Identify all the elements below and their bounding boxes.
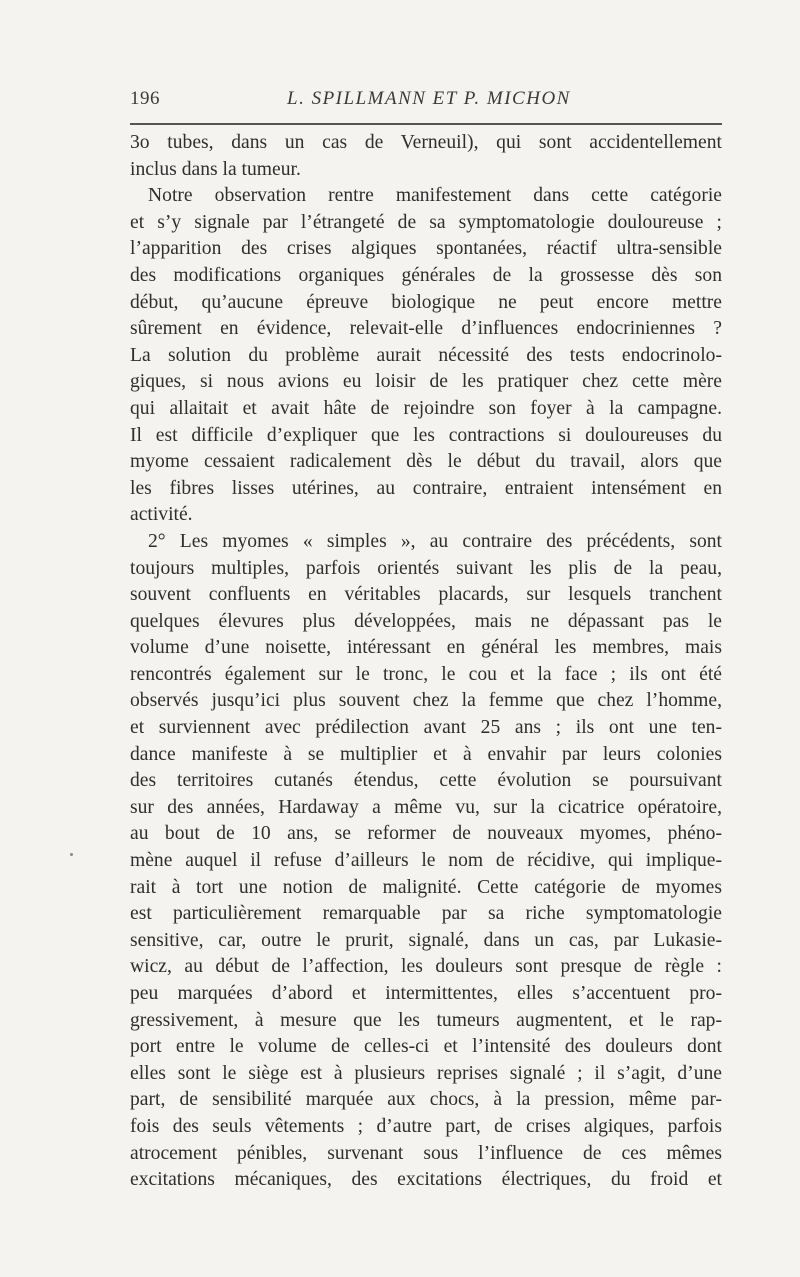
text-line: part, de sensibilité marquée aux chocs, à la pression, même par- — [130, 1089, 722, 1111]
text-line: début, qu’aucune épreuve biologique ne peut encore mettre — [130, 291, 722, 313]
text-line: port entre le volume de celles-ci et l’intensité des douleurs dont — [130, 1036, 722, 1058]
text-line: gressivement, à mesure que les tumeurs augmentent, et le rap- — [130, 1009, 722, 1031]
page-header — [130, 88, 722, 116]
text-line: myome cessaient radicalement dès le début du travail, alors que — [130, 451, 722, 473]
text-line: atrocement pénibles, survenant sous l’influence de ces mêmes — [130, 1142, 722, 1164]
text-line: inclus dans la tumeur. — [130, 158, 301, 180]
text-line: au bout de 10 ans, se reformer de nouveaux myomes, phéno- — [130, 823, 722, 845]
text-line: rencontrés également sur le tronc, le cou et la face ; ils ont été — [130, 663, 722, 685]
text-line: est particulièrement remarquable par sa riche symptomatologie — [130, 903, 722, 925]
text-line: l’apparition des crises algiques spontanées, réactif ultra-sensible — [130, 238, 722, 260]
text-line: et surviennent avec prédilection avant 25 ans ; ils ont une ten- — [130, 717, 722, 739]
margin-mark — [70, 853, 73, 856]
header-rule — [130, 123, 722, 125]
page-number: 196 — [130, 88, 160, 109]
text-line: mène auquel il refuse d’ailleurs le nom de récidive, qui implique- — [130, 850, 722, 872]
text-line: les fibres lisses utérines, au contraire, entraient intensément en — [130, 477, 722, 499]
text-line: toujours multiples, parfois orientés suivant les plis de la peau, — [130, 557, 722, 579]
text-line: sur des années, Hardaway a même vu, sur la cicatrice opératoire, — [130, 796, 722, 818]
body-text — [130, 130, 722, 1194]
text-line: et s’y signale par l’étrangeté de sa symptomatologie douloureuse ; — [130, 211, 722, 233]
text-line: sensitive, car, outre le prurit, signalé, dans un cas, par Lukasie- — [130, 929, 722, 951]
text-line: observés jusqu’ici plus souvent chez la femme que chez l’homme, — [130, 690, 722, 712]
text-line: elles sont le siège est à plusieurs reprises signalé ; il s’agit, d’une — [130, 1062, 722, 1084]
text-line: activité. — [130, 504, 193, 526]
text-line: 3o tubes, dans un cas de Verneuil), qui sont accidentellement — [130, 132, 722, 153]
text-line: excitations mécaniques, des excitations électriques, du froid et — [130, 1169, 722, 1191]
text-line: sûrement en évidence, relevait-elle d’influences endocriniennes ? — [130, 318, 722, 340]
text-line: volume d’une noisette, intéressant en général les membres, mais — [130, 637, 722, 659]
text-line: Notre observation rentre manifestement dans cette catégorie — [148, 185, 722, 207]
text-line: quelques élevures plus développées, mais ne dépassant pas le — [130, 610, 722, 632]
text-line: fois des seuls vêtements ; d’autre part, de crises algiques, parfois — [130, 1115, 722, 1137]
text-line: des modifications organiques générales de la grossesse dès son — [130, 264, 722, 286]
text-line: Il est difficile d’expliquer que les contractions si douloureuses du — [130, 424, 722, 446]
text-line: dance manifeste à se multiplier et à envahir par leurs colonies — [130, 743, 722, 765]
text-line: peu marquées d’abord et intermittentes, elles s’accentuent pro- — [130, 983, 722, 1004]
text-line: rait à tort une notion de malignité. Cette catégorie de myomes — [130, 876, 722, 898]
text-line: giques, si nous avions eu loisir de les pratiquer chez cette mère — [130, 371, 722, 393]
text-line: 2° Les myomes « simples », au contraire des précédents, sont — [148, 530, 722, 552]
text-line: souvent confluents en véritables placards, sur lesquels tranchent — [130, 584, 722, 606]
text-line: La solution du problème aurait nécessité des tests endocrinolo- — [130, 344, 722, 366]
text-line: qui allaitait et avait hâte de rejoindre son foyer à la campagne. — [130, 397, 722, 419]
text-line: wicz, au début de l’affection, les douleurs sont presque de règle : — [130, 956, 722, 978]
running-title: L. SPILLMANN ET P. MICHON — [287, 88, 571, 109]
text-line: des territoires cutanés étendus, cette évolution se poursuivant — [130, 770, 722, 792]
